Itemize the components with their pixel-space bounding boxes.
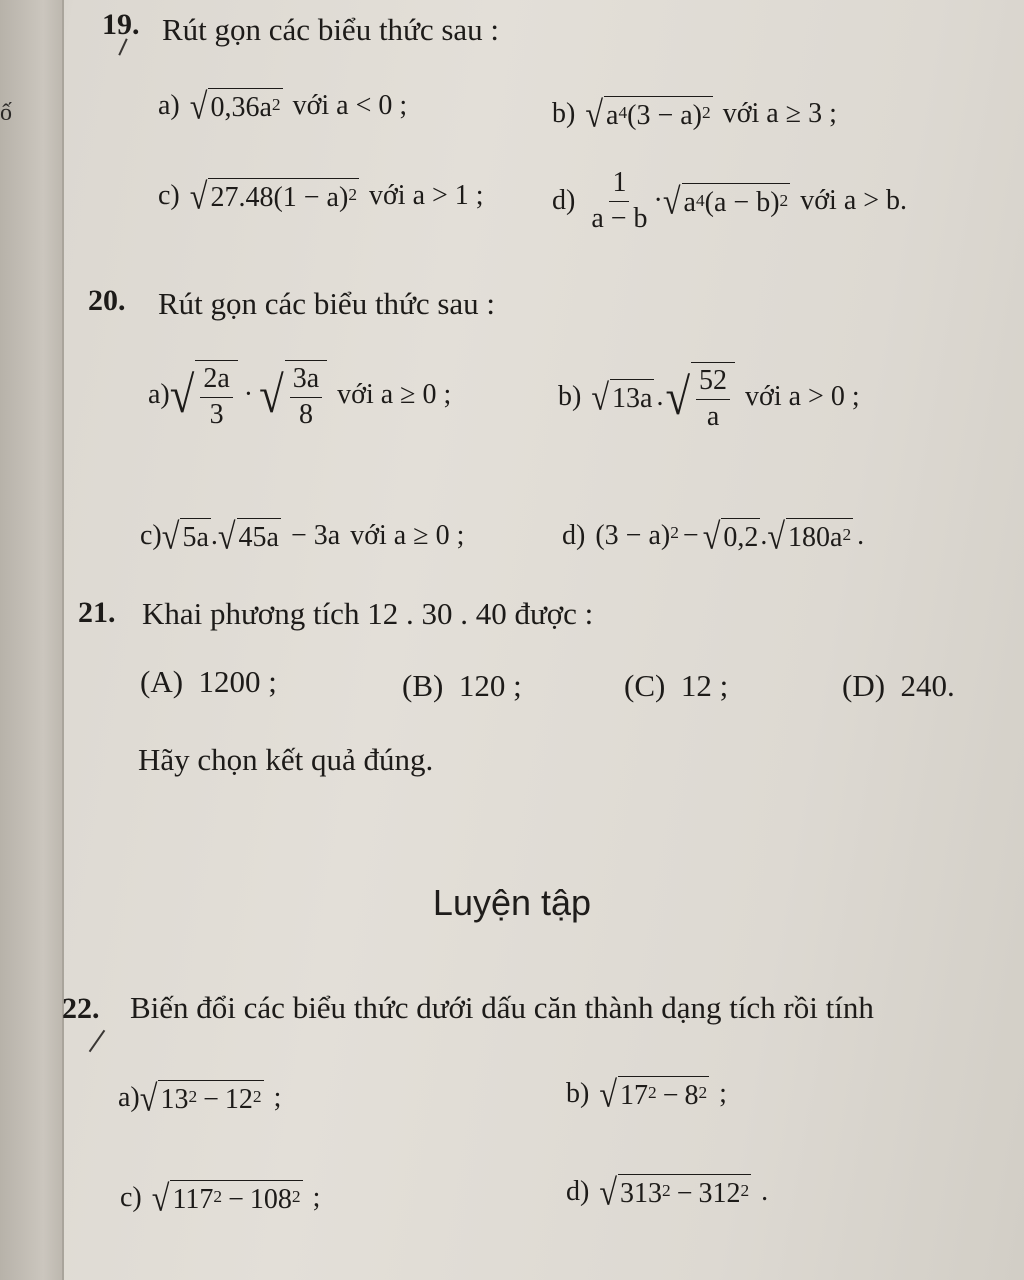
sqrt-fraction: √ $\frac{3a}{8}$ (259, 360, 327, 431)
condition: với a > b. (800, 185, 908, 217)
exercise-22-number: 22. (62, 992, 100, 1025)
condition: với a ≥ 3 ; (722, 98, 837, 129)
sqrt-expression: √ 5a (161, 515, 209, 557)
option-b: (B) 120 ; (402, 668, 522, 703)
condition: với a > 1 ; (369, 180, 484, 211)
option-a: (A) 1200 ; (140, 664, 277, 699)
item-label: d) (566, 1176, 590, 1207)
exercise-21-number: 21. (78, 596, 116, 629)
item-label: a) (158, 90, 180, 121)
exercise-20-title: Rút gọn các biểu thức sau : (158, 286, 496, 321)
sqrt-expression: √ 27.48(1 − a) $^2$ (189, 175, 357, 217)
exercise-21-title: Khai phương tích 12 . 30 . 40 được : (142, 596, 594, 631)
exercise-22d: d) √ 313 $^2$ − 312 $^2$ . (566, 1171, 769, 1213)
margin-fragment-text: ố (0, 100, 12, 126)
sqrt-expression: √ 45a (217, 515, 279, 557)
sqrt-expression: √ 0,36a $^2$ (189, 85, 281, 127)
sqrt-expression: √ 0,2 (702, 515, 759, 557)
option-c: (C) 12 ; (624, 668, 729, 703)
exercise-22c: c) √ 117 $^2$ − 108 $^2$ ; (120, 1177, 321, 1219)
item-label: c) (158, 180, 180, 211)
item-label: c) (120, 1182, 142, 1213)
exercise-19a (158, 85, 408, 127)
sqrt-expression: √ a $^4$ (3 − a) $^2$ (585, 93, 711, 135)
item-label: d) (552, 185, 576, 217)
exercise-19-title: Rút gọn các biểu thức sau : (162, 12, 500, 47)
exercise-21-instruction: Hãy chọn kết quả đúng. (138, 742, 434, 777)
fraction: $\frac{1}{a - b}$ (591, 167, 648, 234)
item-label: c) (140, 520, 162, 551)
exercise-20c: c) √ 5a . √ 45a − 3a với a ≥ 0 ; (140, 515, 465, 557)
sqrt-expression: √ 180a $^2$ (767, 515, 852, 557)
sqrt-expression: √ a $^4$ (a − b) $^2$ (662, 180, 789, 222)
exercise-22a: a) √ 13 $^2$ − 12 $^2$ ; (118, 1077, 282, 1119)
item-label: a) (148, 379, 170, 411)
sqrt-expression: √ 13a (591, 376, 653, 418)
item-label: a) (118, 1082, 140, 1113)
exercise-20d: d) (3 − a) $^2$ − √ 0,2 . √ 180a $^2$ . (562, 515, 865, 557)
sqrt-expression: √ 13 $^2$ − 12 $^2$ (139, 1077, 262, 1119)
item-label: b) (558, 381, 582, 413)
exercise-19-number: 19. (102, 8, 140, 41)
sqrt-expression: √ 117 $^2$ − 108 $^2$ (151, 1177, 301, 1219)
condition: với a > 0 ; (745, 381, 860, 413)
section-title: Luyện tập (432, 882, 592, 923)
exercise-19c (158, 175, 484, 217)
pencil-mark (89, 1030, 106, 1052)
exercise-20-number: 20. (88, 284, 126, 317)
condition: với a ≥ 0 ; (337, 379, 452, 411)
sqrt-fraction: √ $\frac{52}{a}$ (665, 362, 735, 433)
exercise-20a: a) √ $\frac{2a}{3}$ · √ $\frac{3a}{8}$ với a ≥ 0 ; (148, 360, 451, 431)
sqrt-expression: √ 17 $^2$ − 8 $^2$ (599, 1073, 708, 1115)
item-label: d) (562, 520, 586, 551)
previous-page-edge (0, 0, 64, 1280)
option-d: (D) 240. (842, 668, 955, 703)
exercise-19b (552, 93, 837, 135)
sqrt-expression: √ 313 $^2$ − 312 $^2$ (599, 1171, 750, 1213)
item-label: b) (566, 1078, 590, 1109)
condition: với a ≥ 0 ; (350, 520, 465, 551)
sqrt-fraction: √ $\frac{2a}{3}$ (170, 360, 238, 431)
condition: với a < 0 ; (292, 90, 408, 121)
exercise-22b: b) √ 17 $^2$ − 8 $^2$ ; (566, 1073, 727, 1115)
item-label: b) (552, 98, 576, 129)
exercise-19d: d) $\frac{1}{a - b}$ · √ a $^4$ (a − b) $^2$ với a > b. (552, 167, 908, 234)
exercise-22-title: Biến đổi các biểu thức dưới dấu căn thành dạng tích rồi tính (130, 990, 874, 1025)
exercise-20b: b) √ 13a . √ $\frac{52}{a}$ với a > 0 ; (558, 362, 860, 433)
